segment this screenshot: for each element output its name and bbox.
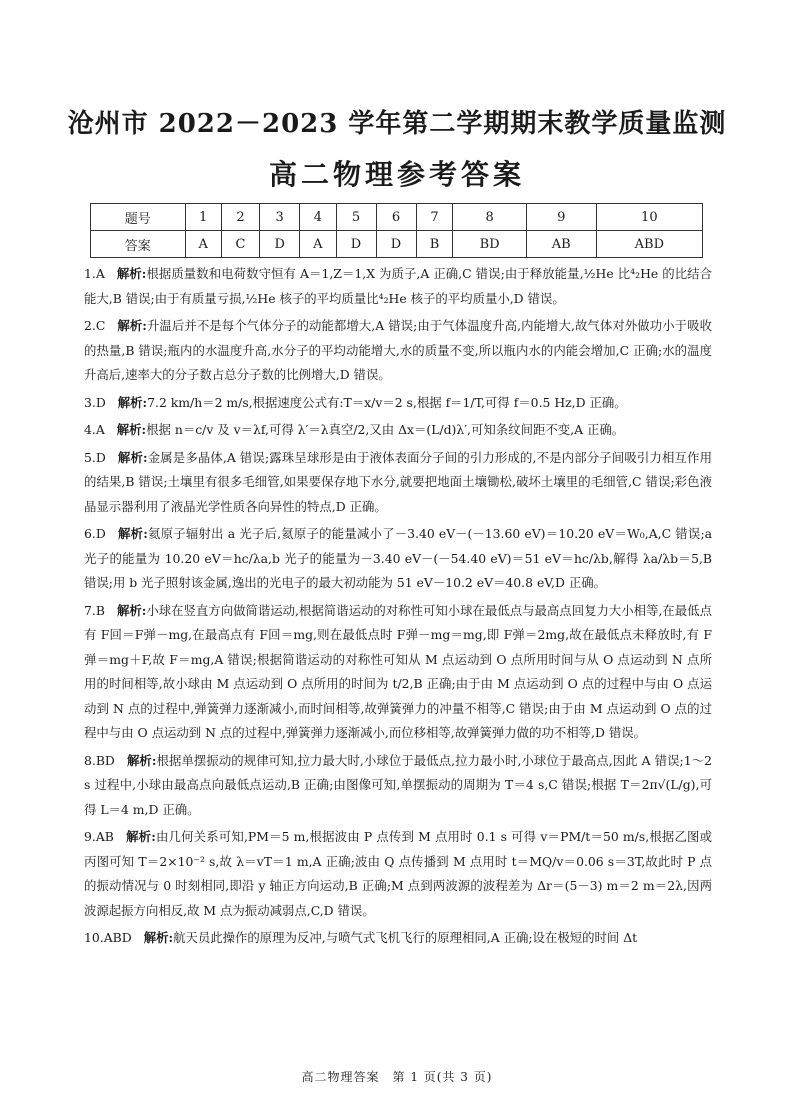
analysis-label: 解析: (117, 318, 147, 333)
item-key: 9.AB (84, 829, 114, 844)
answer-table-row-numbers (91, 204, 703, 231)
item-key: 10.ABD (84, 930, 132, 945)
analysis-text: 金属是多晶体,A 错误;露珠呈球形是由于液体表面分子间的引力形成的,不是内部分子间吸引力相互作用的结果,B 错误;土壤里有很多毛细管,如果要保存地下水分,就要把地面土壤锄松,破坏土壤里的毛细管,C 错误;彩色液晶显示器利用了液晶光学性质各向异性的特点,D 正确。 (84, 449, 712, 514)
analysis-item (84, 926, 712, 951)
item-key: 7.B (84, 602, 105, 618)
question-number: 1 (185, 204, 221, 231)
row-label: 题号 (91, 204, 186, 231)
answer-cell: D (376, 231, 416, 258)
analysis-text: 根据 n＝c/v 及 v＝λf,可得 λ′＝λ真空/2,又由 Δx＝(L/d)λ′,可知条纹间距不变,A 正确。 (146, 422, 625, 437)
answer-cell: C (221, 231, 259, 258)
row-label: 答案 (91, 231, 186, 258)
analysis-label: 解析: (116, 602, 147, 618)
item-key: 8.BD (84, 752, 115, 768)
answer-cell: A (185, 231, 221, 258)
analysis-label: 解析: (117, 394, 148, 410)
question-number: 7 (416, 204, 453, 231)
answer-cell: ABD (596, 231, 702, 258)
analysis-label: 解析: (143, 930, 174, 945)
page-footer: 高二物理答案 第 1 页(共 3 页) (301, 1070, 493, 1084)
item-key: 1.A (84, 266, 105, 281)
analysis-label: 解析: (126, 752, 157, 768)
analysis-item (84, 825, 712, 923)
question-number: 6 (376, 204, 416, 231)
analysis-item (84, 262, 712, 311)
analysis-text: 航天员此操作的原理为反冲,与喷气式飞机飞行的原理相同,A 正确;设在极短的时间 Δt (173, 930, 638, 945)
item-key: 6.D (84, 526, 106, 541)
item-key: 3.D (84, 394, 106, 410)
answer-cell: AB (526, 231, 596, 258)
analysis-text: 氦原子辐射出 a 光子后,氦原子的能量减小了－3.40 eV－(－13.60 eV)＝10.20 eV＝W₀,A,C 错误;a 光子的能量为 10.20 eV＝hc/λa,b 光子的能量为－3.40 eV－(－54.40 eV)＝51 eV＝hc/λb,解得 λa/λb＝5,B 错误;用 b 光子照射该金属,逸出的光电子的最大初动能为 51 eV－10.2 eV＝40.8 eV,D 正确。 (84, 526, 713, 590)
analysis-text: 由几何关系可知,PM＝5 m,根据波由 P 点传到 M 点用时 0.1 s 可得 v＝PM/t＝50 m/s,根据乙图或丙图可知 T＝2×10⁻² s,故 λ＝vT＝1 m,A 正确;波由 Q 点传播到 M 点用时 t＝MQ/v＝0.06 s＝3T,故此时 P 点的振动情况与 0 时刻相同,即沿 y 轴正方向运动,B 正确;M 点到两波源的波程差为 Δr＝(5－3) m＝2 m＝2λ,因两波源起振方向相反,故 M 点为振动减弱点,C,D 错误。 (84, 829, 712, 918)
question-number: 9 (526, 204, 596, 231)
item-key: 2.C (84, 318, 106, 333)
answer-cell: D (260, 231, 300, 258)
question-number: 8 (453, 204, 526, 231)
answer-cell: B (416, 231, 453, 258)
analysis-label: 解析: (116, 266, 147, 281)
analysis-label: 解析: (117, 526, 148, 541)
answer-cell: D (336, 231, 376, 258)
analysis-item (84, 418, 712, 443)
analysis-text: 根据质量数和电荷数守恒有 A＝1,Z＝1,X 为质子,A 正确,C 错误;由于释放能量,½He 比⁴₂He 的比结合能大,B 错误;由于有质量亏损,½He 核子的平均质量比⁴₂He 核子的平均质量小,D 错误。 (84, 266, 713, 306)
analysis-text: 小球在竖直方向做简谐运动,根据简谐运动的对称性可知小球在最低点与最高点回复力大小相等,在最低点有 F回＝F弹－mg,在最高点有 F回＝mg,则在最低点时 F弹－mg＝mg,即 F弹＝2mg,故在最低点未释放时,有 F弹＝mg＋F,故 F＝mg,A 错误;根据简谐运动的对称性可知从 M 点运动到 O 点所用时间与从 O 点运动到 N 点所用的时间相等,故小球由 M 点运动到 O 点所用的时间为 t/2,B 正确;由于由 M 点运动到 O 点的过程中与由 O 点运动到 N 点的过程中,弹簧弹力逐渐减小,而时间相等,故弹簧弹力的冲量不相等,C 错误;由于由 M 点运动到 O 点的过程中与由 O 点运动到 N 点的过程中,弹簧弹力逐渐减小,而位移相等,故弹簧弹力做的功不相等,D 错误。 (84, 602, 712, 740)
analysis-item (84, 391, 712, 416)
analysis-item (84, 314, 712, 388)
question-number: 10 (596, 204, 702, 231)
question-number: 3 (260, 204, 300, 231)
document-title: 沧州市 2022－2023 学年第二学期期末教学质量监测 (67, 109, 727, 139)
question-number: 4 (300, 204, 336, 231)
analysis-text: 根据单摆振动的规律可知,拉力最大时,小球位于最低点,拉力最小时,小球位于最高点,因此 A 错误;1～2 s 过程中,小球由最高点向最低点运动,B 正确;由图像可知,单摆振动的周期为 T＝4 s,C 错误;根据 T＝2π√(L/g),可得 L＝4 m,D 正确。 (84, 752, 712, 817)
analysis-item (84, 522, 712, 596)
analysis-label: 解析: (125, 829, 156, 844)
analysis-label: 解析: (116, 422, 147, 437)
answer-table (90, 203, 703, 258)
answer-table-row-answers (91, 231, 703, 258)
analysis-item (84, 599, 712, 746)
analysis-text: 7.2 km/h＝2 m/s,根据速度公式有:T＝x/v＝2 s,根据 f＝1/T,可得 f＝0.5 Hz,D 正确。 (147, 394, 627, 410)
item-key: 4.A (84, 422, 105, 437)
answer-cell: BD (453, 231, 526, 258)
analysis-text: 升温后并不是每个气体分子的动能都增大,A 错误;由于气体温度升高,内能增大,故气体对外做功小于吸收的热量,B 错误;瓶内的水温度升高,水分子的平均动能增大,水的质量不变,所以瓶内水的内能会增加,C 正确;水的温度升高后,速率大的分子数占总分子数的比例增大,D 错误。 (84, 318, 712, 382)
analysis-label: 解析: (117, 449, 148, 465)
question-number: 5 (336, 204, 376, 231)
analysis-list (84, 262, 712, 954)
item-key: 5.D (84, 449, 106, 465)
document-subtitle: 高二物理参考答案 (268, 158, 525, 191)
question-number: 2 (221, 204, 259, 231)
analysis-item (84, 446, 712, 520)
answer-cell: A (300, 231, 336, 258)
analysis-item (84, 749, 712, 823)
